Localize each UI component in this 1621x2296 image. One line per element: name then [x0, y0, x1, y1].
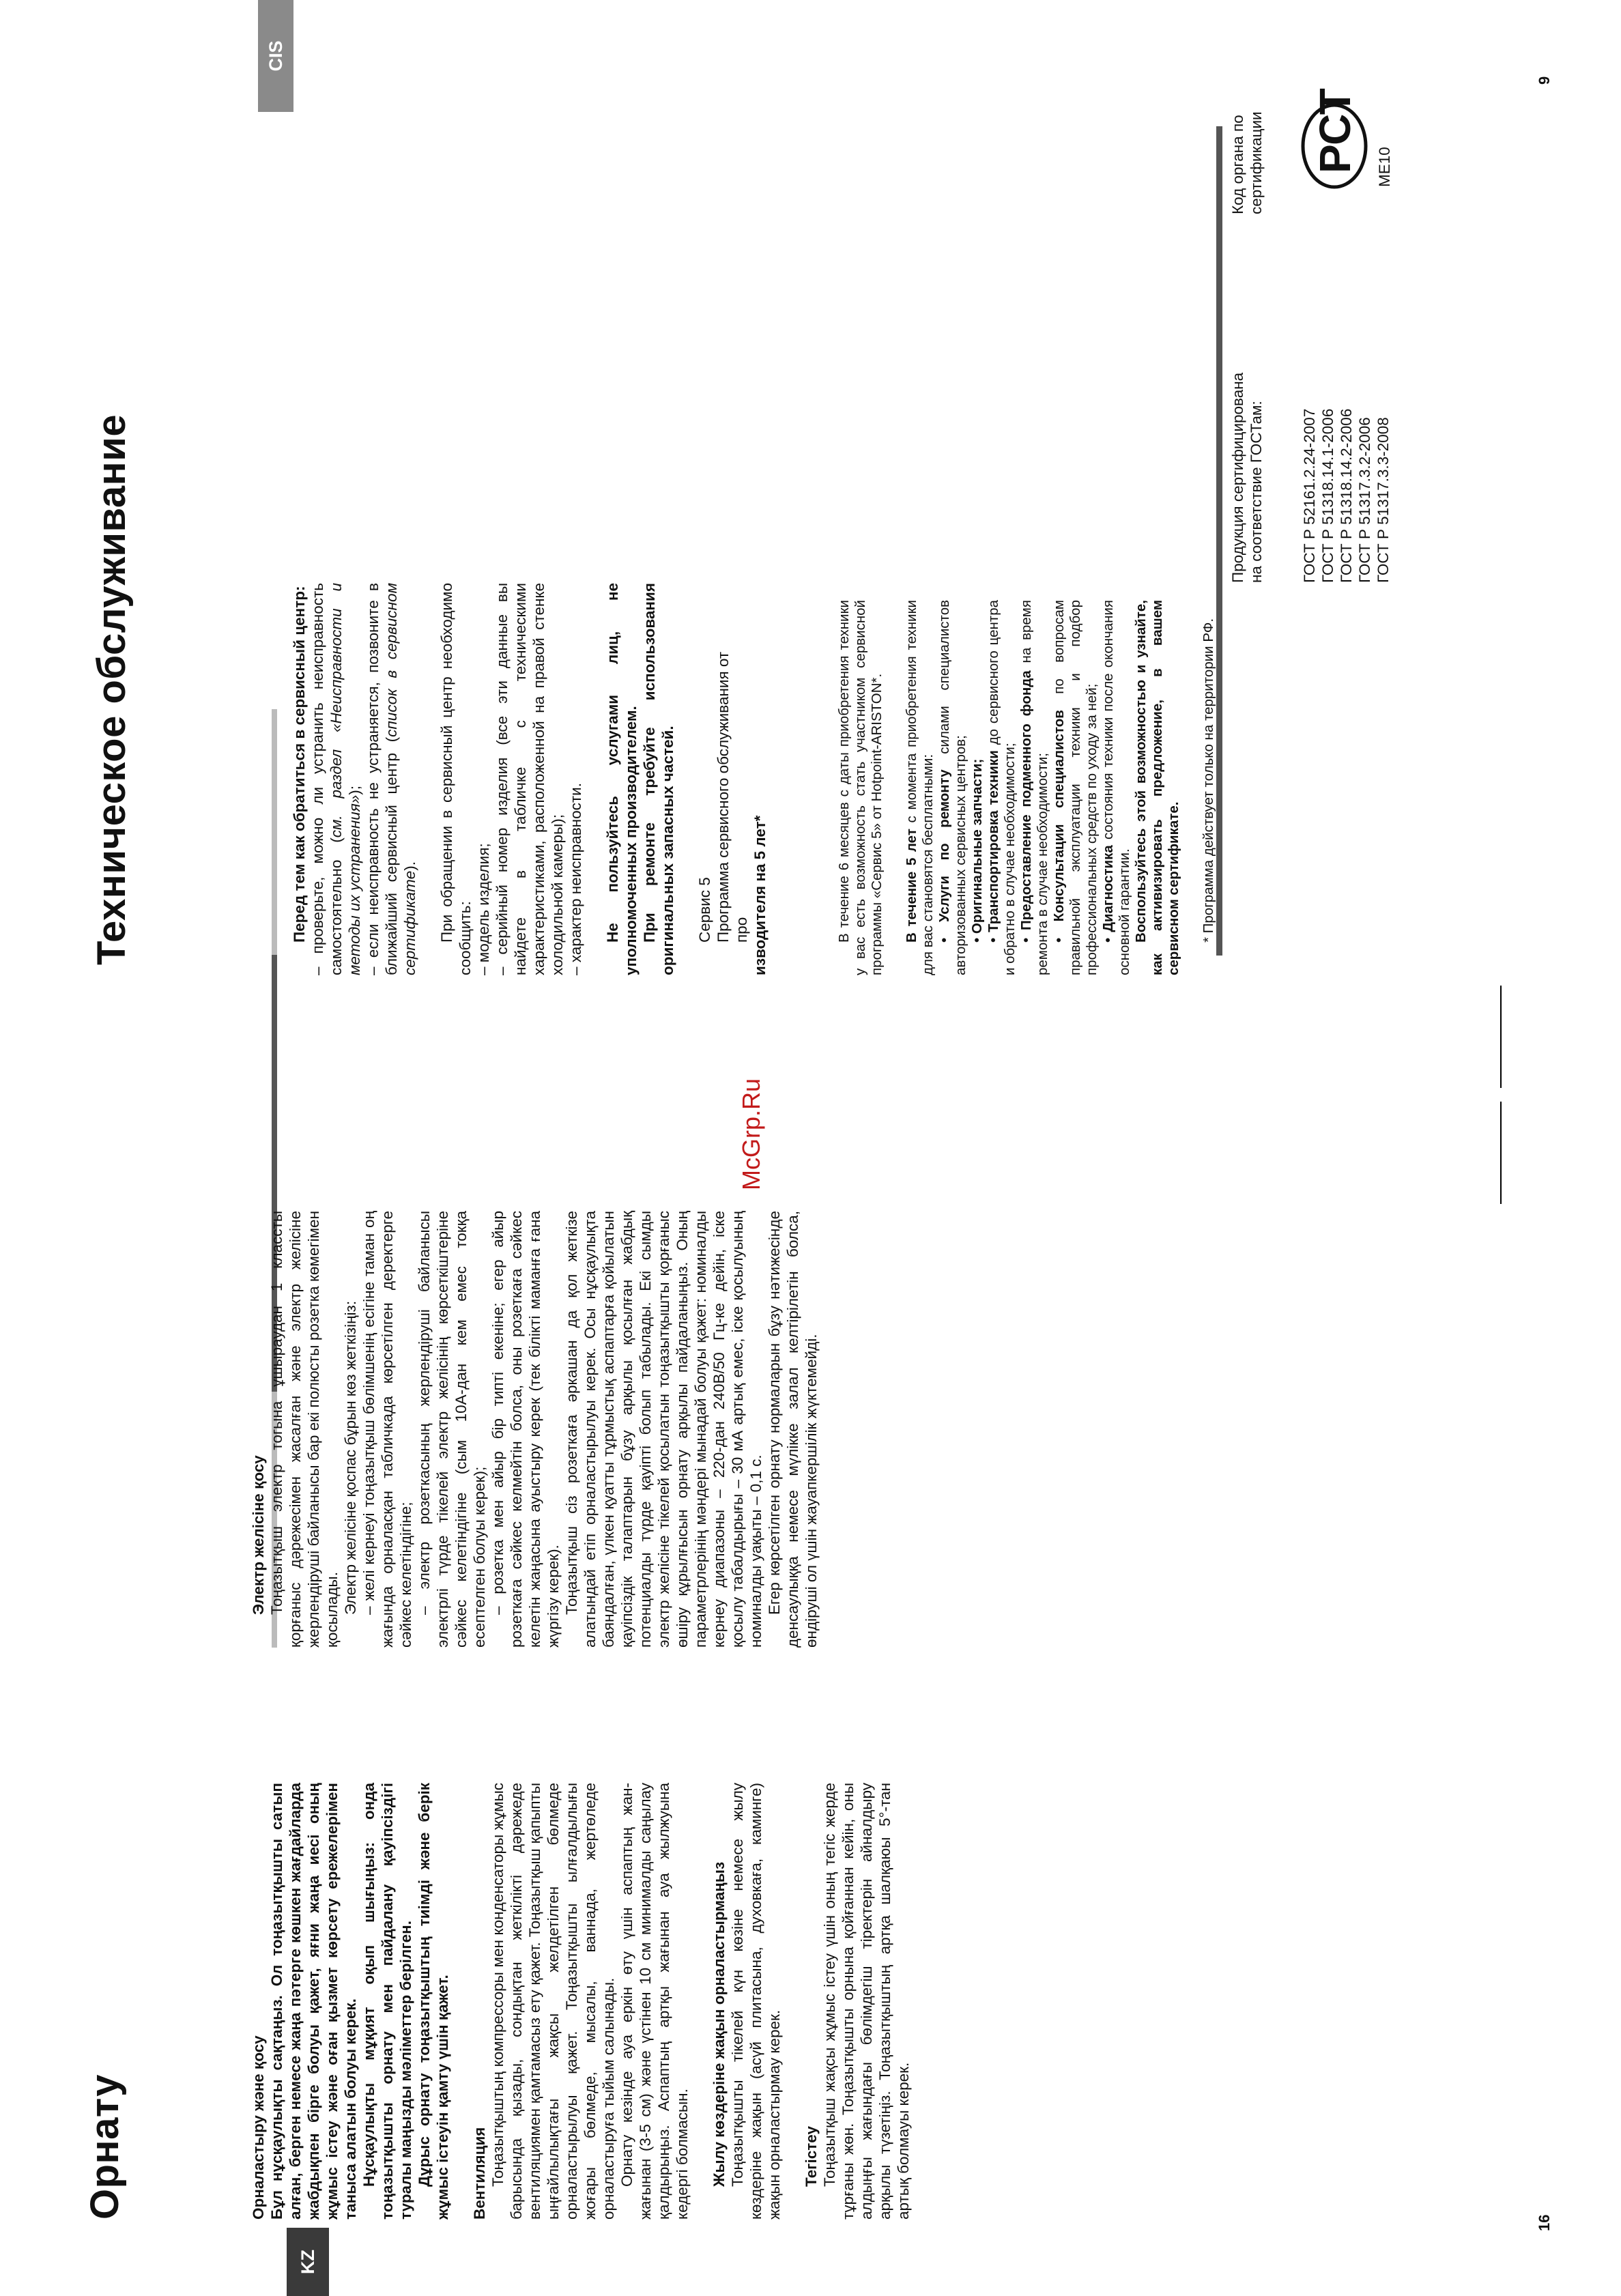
paragraph: Орнату кезінде ауа еркін өту үшін аспаптың жан-жағынан (3-5 см) және үстінен 10 см минималды саңылау қалдырыңыз. Аспаптың артқы жағынан ауа жылжуына кедергі болмасын.: [618, 1783, 691, 2220]
service5-subtitle: изводителя на 5 лет*: [751, 815, 769, 975]
paragraph: Воспользуйтесь этой возможностью и узнайте, как активизировать предложение, в вашем сервисном сертификате.: [1133, 600, 1181, 975]
paragraph: Тоңазытқышты тікелей күн көзіне немесе жылу көздеріне жақын (асүй плитасына, духовкаға, каминге) жақын орналастырмау керек.: [729, 1783, 783, 2220]
paragraph: – серийный номер изделия (все эти данные вы найдете в табличке с техническими характеристиками, расположенной на правой стенке холодильной камеры);: [493, 583, 566, 975]
paragraph: В течение 6 месяцев с даты приобретения техники у вас есть возможность стать участником сервисной программы «Сервис 5» от Hotpoint-ARISTON*.: [836, 600, 885, 975]
paragraph: – проверьте, можно ли устранить неисправность самостоятельно (см. раздел «Неисправности и методы их устранения»);: [309, 583, 363, 975]
cert-intro: Продукция сертифицирована на соответствие ГОСТам:: [1229, 372, 1265, 583]
heading-electric: Электр желісіне қосу: [250, 1455, 267, 1615]
watermark: McGrp.Ru: [737, 1078, 765, 1190]
footnote: * Программа действует только на территории РФ.: [1201, 618, 1216, 943]
page-number-left: 16: [1536, 2214, 1553, 2231]
paragraph: – желі кернеуі тоңазытқыш бөлімшенің есігіне таман оң жағында орналасқан табличкада көрсетілген деректерге сәйкес келетіндігіне;: [360, 1211, 414, 1648]
heading-placement: Орналастыру және қосу: [250, 2035, 267, 2220]
paragraph: При обращении в сервисный центр необходимо сообщить:: [438, 583, 474, 975]
paragraph: Нұсқаулықты мұқият оқып шығыңыз: онда тоңазытқышты орнату мен пайдалану қауіпсіздігі туралы маңызды мәліметтер берілген.: [360, 1783, 414, 2220]
paragraph: – электр розеткасының жерлендіруші байланысы электрлі түрде тікелей электр желісінің көрсеткіштеріне сәйкес келетіндігіне (сым 10А-дан кем емес токқа есептелген болуы керек);: [416, 1211, 488, 1648]
gost-item: ГОСТ Р 51318.14.2-2006: [1338, 408, 1355, 583]
paragraph: Тоңазытқыш жақсы жұмыс істеу үшін оның тегіс жерде тұрғаны жөн. Тоңазытқышты орнына қойғаннан кейін, оны алдыңғы жағындағы бөлімдегіш тіректерін айналдыру арқылы түзетіңіз. Тоңазытқыштың артқа шалқаюы 5°-тан артық болмауы керек.: [821, 1783, 912, 2220]
paragraph: Тоңазытқыш сіз розеткаға әркашан да қол жеткізе алатындай етіп орналастырылуы керек. Осы нұсқаулықта баяндалған, үлкен қуатты тұрмыстық аспаптарға қойылатын қауіпсіздік талаптарын бұзу арқылы қосылған жабдық потенциалды түрде қауіпті болып табылады. Екі сымды электр желісіне тікелей қосылатын тоңазытқышты қорғаныс өшіру құрылғысын орнату арқылы пайдаланыңыз. Оның параметрлерінің мәндері мынадай болуы қажет: номиналды кернеу диапазоны – 220-дан 240В/50 Гц-ке дейін, іске қосылу табалдырығы – 30 мА артық емес, іске қосылуының номиналды уақыты – 0,1 с.: [563, 1211, 764, 1648]
rst-logo-icon: [1297, 85, 1372, 194]
gost-item: ГОСТ Р 51318.14.1-2006: [1319, 408, 1336, 583]
lang-tab-cis: CIS: [258, 0, 293, 112]
list-item: • Предоставление подменного фонда на время ремонта в случае необходимости;: [1018, 600, 1050, 975]
cis-column-2: [836, 600, 1217, 975]
paragraph: – характер неисправности.: [567, 783, 584, 975]
page-number-right: 9: [1536, 76, 1553, 85]
service5-title: Сервис 5: [696, 877, 713, 943]
gost-list: [1300, 283, 1392, 583]
lang-tab-kz: KZ: [287, 2228, 329, 2296]
fold-mark: [1500, 986, 1502, 1088]
rst-logo-letters: РСТ: [1310, 88, 1360, 173]
kz-column-1: [249, 1783, 913, 2220]
paragraph: Бұл нұсқаулықты сақтаңыз. Ол тоңазытқышты сатып алған, берген немесе жаңа пәтерге көшкен жағдайларда жабдықпен бірге болуы қажет, яғни жаңа иесі оның жұмыс істеу және оған қызмет көрсету ережелерімен таныса алатын болуы керек.: [268, 1783, 359, 2220]
list-item: • Консультации специалистов по вопросам правильной эксплуатации техники и подбор профессиональных средств по уходу за ней;: [1051, 600, 1100, 975]
list-item: • Услуги по ремонту силами специалистов авторизованных сервисных центров;: [936, 600, 969, 975]
paragraph: В течение 5 лет с момента приобретения техники для вас становятся бесплатными:: [904, 600, 936, 975]
gost-item: ГОСТ Р 51317.3.3-2008: [1375, 417, 1392, 583]
paragraph: Перед тем как обратиться в сервисный центр:: [291, 586, 308, 943]
paragraph: Электр желісіне қоспас бұрын көз жеткізіңіз:: [342, 1300, 359, 1615]
heading-ventilation: Вентиляция: [471, 2127, 488, 2220]
paragraph: Тоңазытқыштың компрессоры мен конденсаторы жұмыс барысында қызады, сондықтан жеткілікті дәрежеде вентиляциямен қамтамасыз ету қажет. Тоңазытқыш қапыпты ыңғайлылықтағы жақсы желдетілген бөлмеде орналастырылуы қажет. Тоңазытқышты ылғалдылығы жоғары бөлмеде, мысалы, ваннада, жертөледе орналастыруға тыйым салынады.: [489, 1783, 617, 2220]
paragraph: – если неисправность не устраняется, позвоните в ближайший сервисный центр (список в сервисном сертификате).: [364, 583, 418, 975]
fold-mark: [1500, 1102, 1502, 1204]
paragraph: При ремонте требуйте использования оригинальных запасных частей.: [641, 583, 676, 975]
service5-subtitle: про: [733, 917, 750, 943]
list-item: • Оригинальные запчасти;: [969, 758, 985, 943]
paragraph: – розетка мен айыр бір типті екеніне; егер айыр розеткаға сәйкес келмейтін болса, оны розеткаға сәйкес келетін жаңасына ауыстыру керек (тек білікті маманға ғана жүргізу керек).: [489, 1211, 562, 1648]
paragraph: – модель изделия;: [475, 843, 492, 975]
list-item: • Транспортировка техники до сервисного центра и обратно в случае необходимости;: [986, 600, 1018, 975]
kz-column-2: [249, 1211, 820, 1648]
gost-item: ГОСТ Р 52161.2.24-2007: [1301, 408, 1318, 583]
rst-certification-logo: [1297, 85, 1372, 194]
paragraph: Егер көрсетілген орнату нормаларын бұзу нәтижесінде денсаулыққа немесе мүлікке залал келтірілетін болса, өндіруші ол үшін жауапкершілік жүктемейді.: [766, 1211, 820, 1648]
cis-column-1: [290, 583, 769, 975]
paragraph: Тоңазытқыш электр тогына ұшыраудан 1 классты қорғаныс дәрежесімен жасалған және электр желісіне жерлендіруші байланысы бар екі полюсты розетка көмегімен қосылады.: [268, 1211, 341, 1648]
list-item: • Диагностика состояния техники после окончания основной гарантии.: [1100, 600, 1132, 975]
gost-item: ГОСТ Р 51317.3.2-2006: [1356, 417, 1373, 583]
service5-subtitle: Программа сервисного обслуживания от: [715, 651, 732, 943]
heading-heat-sources: Жылу көздеріне жақын орналастырмаңыз: [711, 1861, 728, 2187]
column-rule: [1216, 126, 1222, 956]
page-title-kz: Орнату: [83, 2074, 127, 2220]
heading-leveling: Тегістеу: [803, 2125, 820, 2187]
paragraph: Дұрыс орнату тоңазытқыштың тиімді және берік жұмыс істеуін қамту үшін қажет.: [416, 1783, 451, 2220]
cert-code: МЕ10: [1376, 147, 1393, 187]
page-title-cis: Техническое обслуживание: [89, 414, 134, 965]
paragraph: Не пользуйтесь услугами лиц, не уполномоченных производителем.: [604, 583, 640, 975]
cert-organ: Код органа по сертификации: [1229, 111, 1265, 214]
